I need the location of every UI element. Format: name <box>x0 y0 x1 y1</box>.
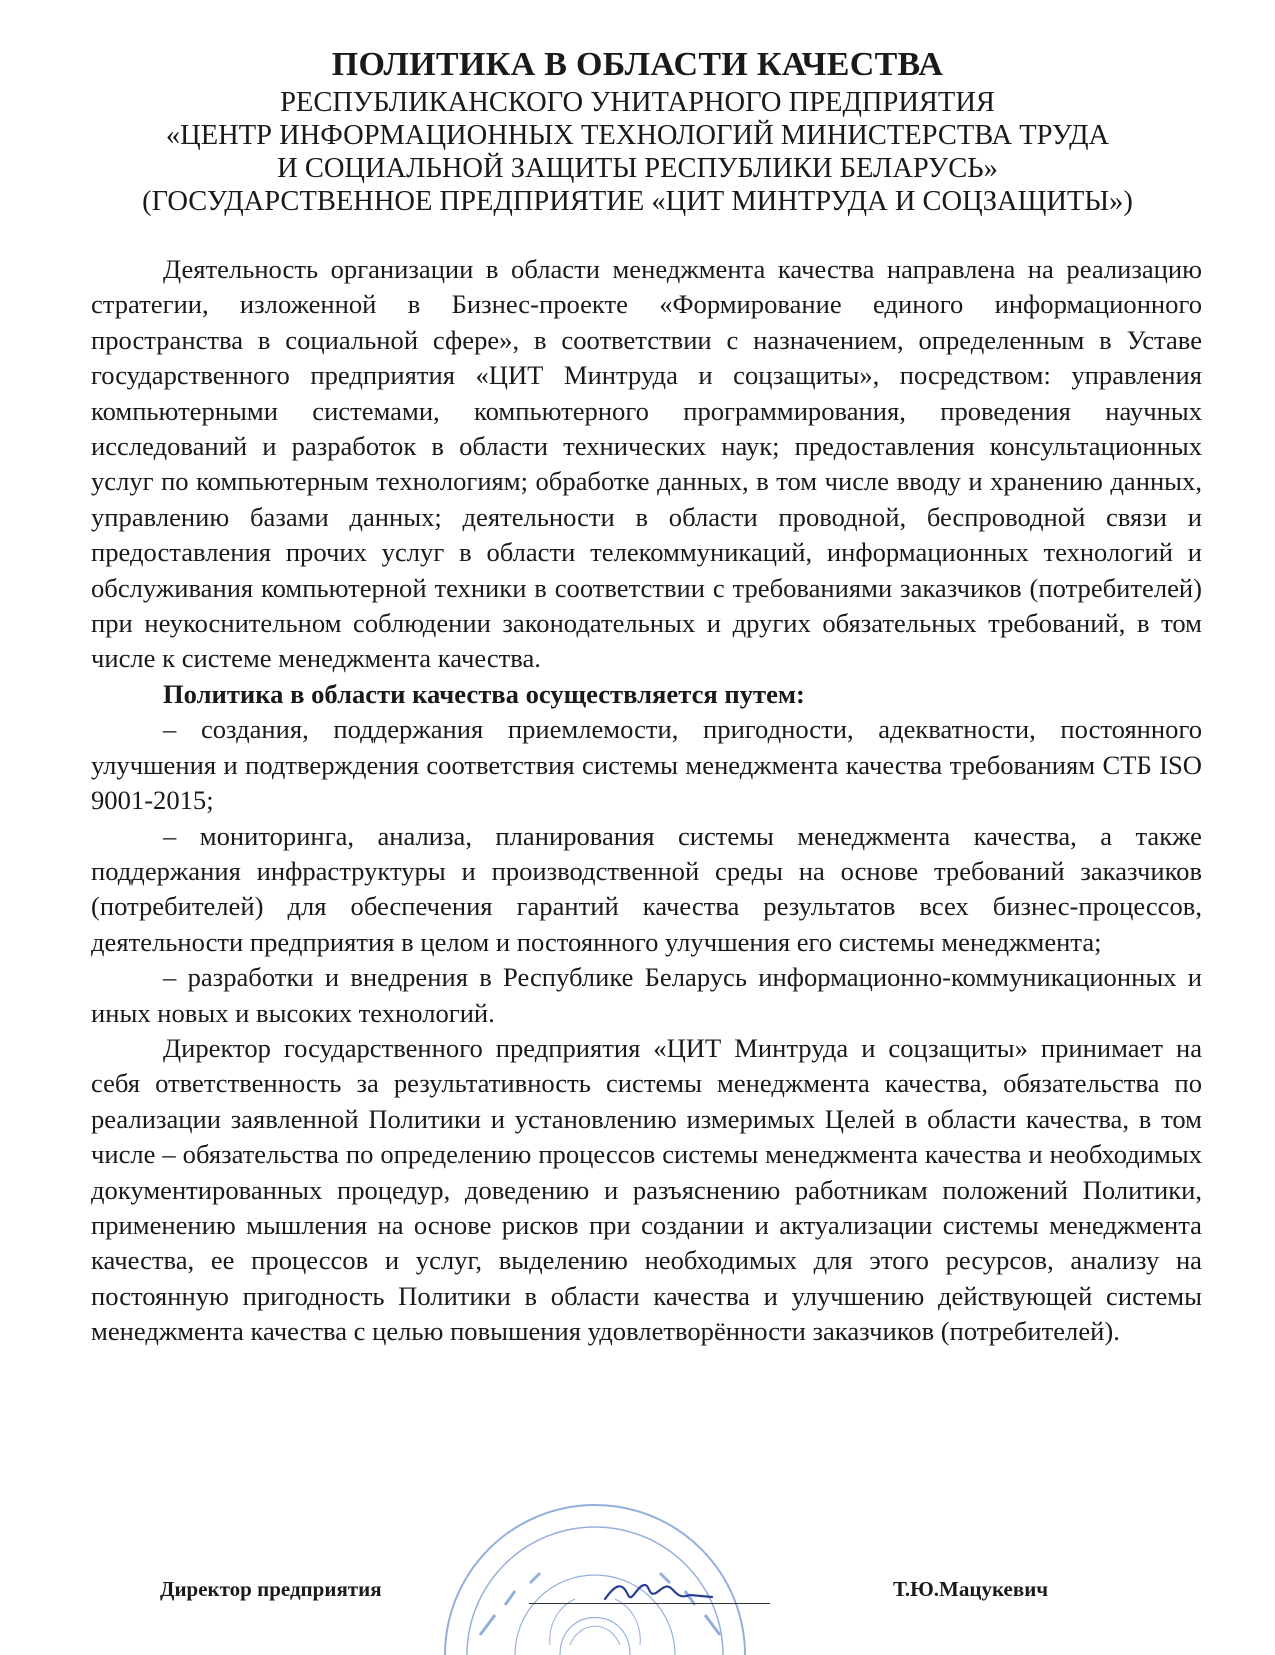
policy-heading: Политика в области качества осуществляется путем: <box>163 678 805 709</box>
header-line-2: «ЦЕНТР ИНФОРМАЦИОННЫХ ТЕХНОЛОГИЙ МИНИСТЕРСТВА ТРУДА <box>165 120 1110 151</box>
policy-item: – разработки и внедрения в Республике Беларусь информационно-коммуникационных и иных новых и высоких технологий. <box>91 962 1202 1028</box>
header-line-4: (ГОСУДАРСТВЕННОЕ ПРЕДПРИЯТИЕ «ЦИТ МИНТРУДА И СОЦЗАЩИТЫ») <box>142 186 1133 217</box>
header-line-1: РЕСПУБЛИКАНСКОГО УНИТАРНОГО ПРЕДПРИЯТИЯ <box>280 87 995 118</box>
signature-block <box>0 1569 1275 1609</box>
intro-paragraph: Деятельность организации в области менеджмента качества направлена на реализацию стратегии, изложенной в Бизнес-проекте «Формирование единого информационного пространства в социальной сфере», в соответствии с назначением, определенным в Уставе государственного предприятия «ЦИТ Минтруда и соцзащиты», посредством: управления компьютерными системами, компьютерного программирования, проведения научных исследований и разработок в области технических наук; предоставления консультационных услуг по компьютерным технологиям; обработке данных, в том числе вводу и хранению данных, управлению базами данных; деятельности в области проводной, беспроводной связи и предоставления прочих услуг в области телекоммуникаций, информационных технологий и обслуживания компьютерной техники в соответствии с требованиями заказчиков (потребителей) при неукоснительном соблюдении законодательных и других обязательных требований, в том числе к системе менеджмента качества. <box>91 254 1202 674</box>
document-title: ПОЛИТИКА В ОБЛАСТИ КАЧЕСТВА <box>331 46 944 83</box>
document-header <box>0 44 1275 218</box>
header-line-3: И СОЦИАЛЬНОЙ ЗАЩИТЫ РЕСПУБЛИКИ БЕЛАРУСЬ» <box>277 153 998 184</box>
policy-item: – создания, поддержания приемлемости, пригодности, адекватности, постоянного улучшения и подтверждения соответствия системы менеджмента качества требованиям СТБ ISO 9001-2015; <box>91 714 1202 816</box>
signature-position: Директор предприятия <box>160 1577 382 1601</box>
signatory-name: Т.Ю.Мацукевич <box>893 1577 1049 1601</box>
document-body <box>91 252 1202 1350</box>
director-statement: Директор государственного предприятия «ЦИТ Минтруда и соцзащиты» принимает на себя ответственность за результативность системы менеджмента качества, обязательства по реализации заявленной Политики и установлению измеримых Целей в области качества, в том числе – обязательства по определению процессов системы менеджмента качества и необходимых документированных процедур, доведению и разъяснению работникам положений Политики, применению мышления на основе рисков при создании и актуализации системы менеджмента качества, ее процессов и услуг, выделению необходимых для этого ресурсов, анализу на постоянную пригодность Политики в области качества и улучшению действующей системы менеджмента качества с целью повышения удовлетворённости заказчиков (потребителей). <box>91 1032 1202 1347</box>
handwritten-signature <box>600 1575 720 1609</box>
policy-item: – мониторинга, анализа, планирования системы менеджмента качества, а также поддержания инфраструктуры и производственной среды на основе требований заказчиков (потребителей) для обеспечения гарантий качества результатов всех бизнес-процессов, деятельности предприятия в целом и постоянного улучшения его системы менеджмента; <box>91 820 1202 957</box>
